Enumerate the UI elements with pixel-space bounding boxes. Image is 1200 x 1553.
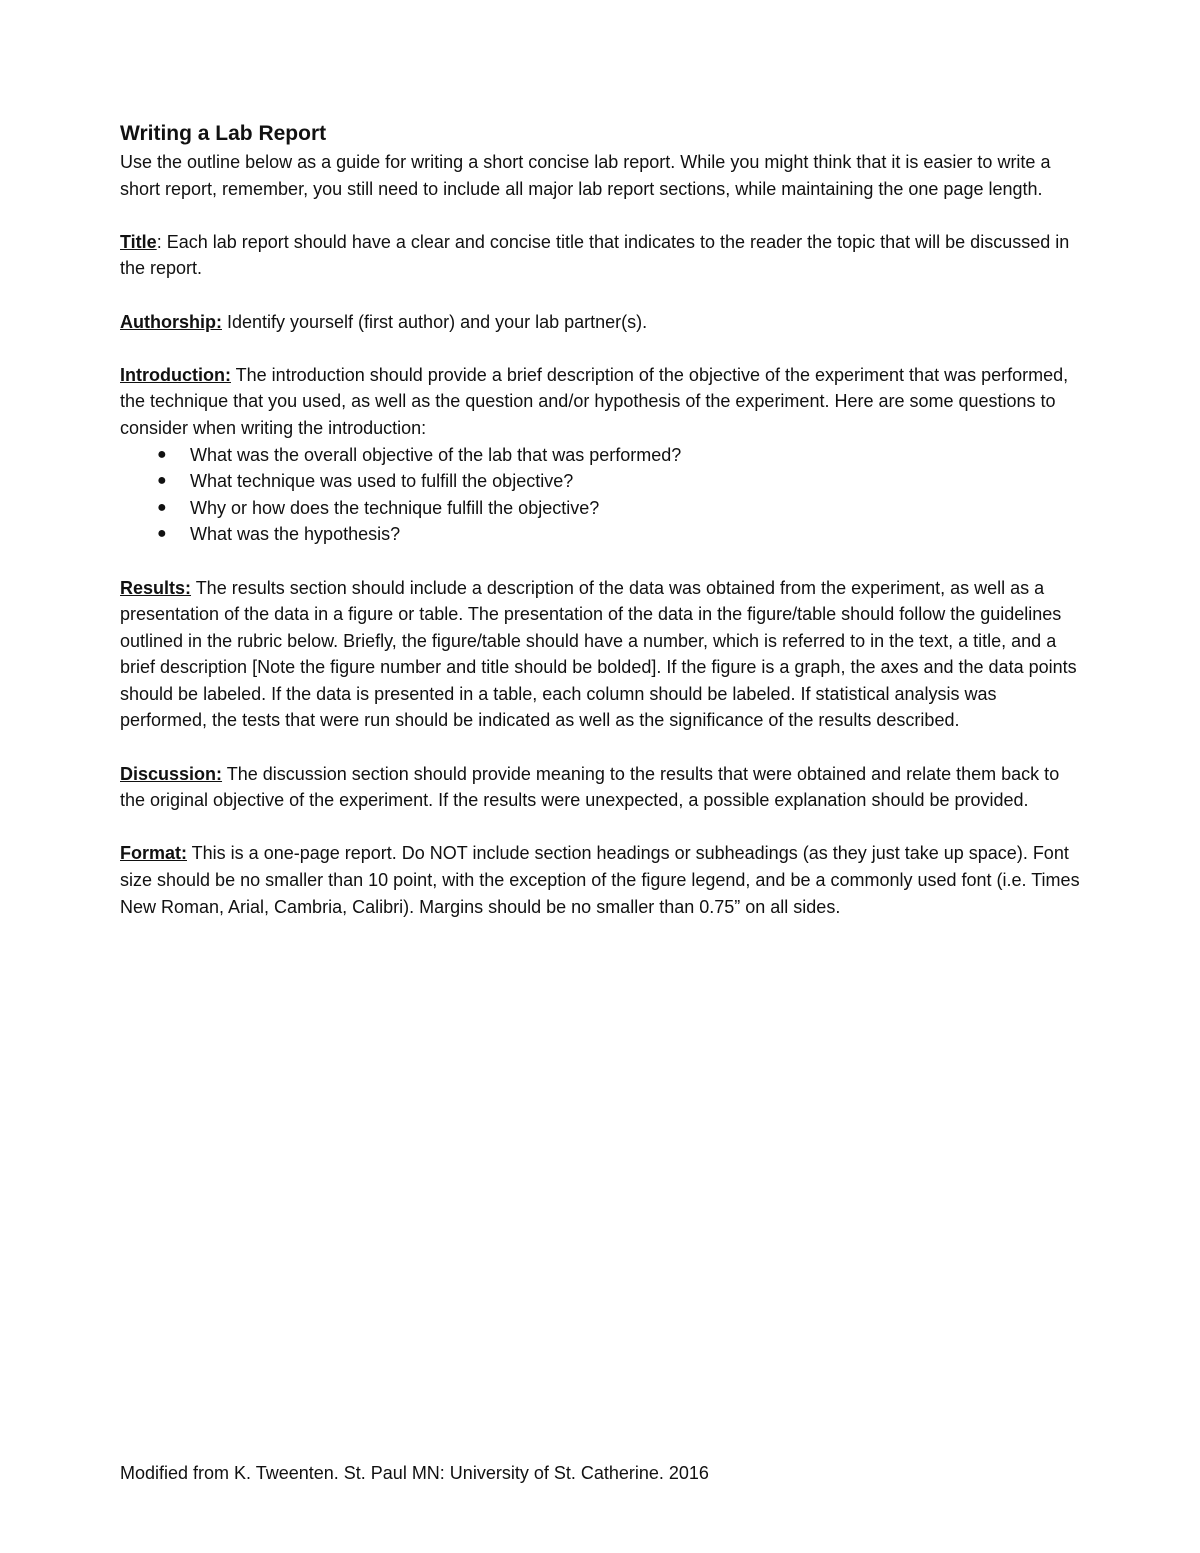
- authorship-section: [120, 309, 1080, 336]
- results-section: [120, 575, 1080, 735]
- results-section-heading: Results:: [120, 577, 192, 598]
- discussion-section: [120, 761, 1080, 814]
- list-item-text: What was the hypothesis?: [190, 524, 401, 545]
- format-section: [120, 840, 1080, 920]
- intro-paragraph: Use the outline below as a guide for writing a short concise lab report. While you might think that it is easier to write a short report, remember, you still need to include all major lab report sections, while maintaining the one page length.: [120, 152, 1051, 199]
- list-item: [120, 521, 1080, 548]
- bullet-icon: ●: [157, 445, 167, 463]
- list-item-text: Why or how does the technique fulfill the objective?: [190, 497, 600, 518]
- document-page: [120, 119, 1080, 947]
- authorship-section-text: Identify yourself (first author) and your lab partner(s).: [221, 311, 648, 332]
- results-section-text: The results section should include a description of the data was obtained from the experiment, as well as a presentation of the data in a figure or table. The presentation of the data in the figure/table should follow the guidelines outlined in the rubric below. Briefly, the figure/table should have a number, which is referred to in the text, a title, and a brief description [Note the figure number and title should be bolded]. If the figure is a graph, the axes and the data points should be labeled. If the data is presented in a table, each column should be labeled. If statistical analysis was performed, the tests that were run should be indicated as well as the significance of the results described.: [120, 577, 1077, 731]
- list-item: [120, 442, 1080, 469]
- list-item: [120, 495, 1080, 522]
- list-item: [120, 468, 1080, 495]
- page-footer: Modified from K. Tweenten. St. Paul MN: University of St. Catherine. 2016: [120, 1463, 709, 1483]
- discussion-section-text: The discussion section should provide meaning to the results that were obtained and relate them back to the original objective of the experiment. If the results were unexpected, a possible explanation should be provided.: [120, 763, 1060, 811]
- title-section-text: Each lab report should have a clear and concise title that indicates to the reader the topic that will be discussed in the report.: [120, 231, 1070, 279]
- introduction-questions-list: [120, 442, 1080, 548]
- title-section-heading: Title: [120, 231, 157, 252]
- format-section-text: This is a one-page report. Do NOT include section headings or subheadings (as they just take up space). Font size should be no smaller than 10 point, with the exception of the figure legend, and be a commonly used font (i.e. Times New Roman, Arial, Cambria, Calibri). Margins should be no smaller than 0.75” on all sides.: [120, 843, 1080, 917]
- introduction-section-heading: Introduction:: [120, 364, 231, 385]
- bullet-icon: ●: [157, 472, 167, 490]
- title-section: [120, 229, 1080, 282]
- introduction-section: [120, 362, 1080, 442]
- title-section-colon: :: [156, 231, 162, 252]
- authorship-section-heading: Authorship:: [120, 311, 222, 332]
- format-section-heading: Format:: [120, 843, 187, 864]
- bullet-icon: ●: [157, 498, 167, 516]
- bullet-icon: ●: [157, 525, 167, 543]
- discussion-section-heading: Discussion:: [120, 763, 223, 784]
- introduction-section-text: The introduction should provide a brief description of the objective of the experiment that was performed, the technique that you used, as well as the question and/or hypothesis of the experiment. Here are some questions to consider when writing the introduction:: [120, 364, 1069, 438]
- document-title: Writing a Lab Report: [120, 122, 327, 145]
- list-item-text: What was the overall objective of the lab that was performed?: [190, 444, 682, 465]
- list-item-text: What technique was used to fulfill the objective?: [190, 471, 574, 492]
